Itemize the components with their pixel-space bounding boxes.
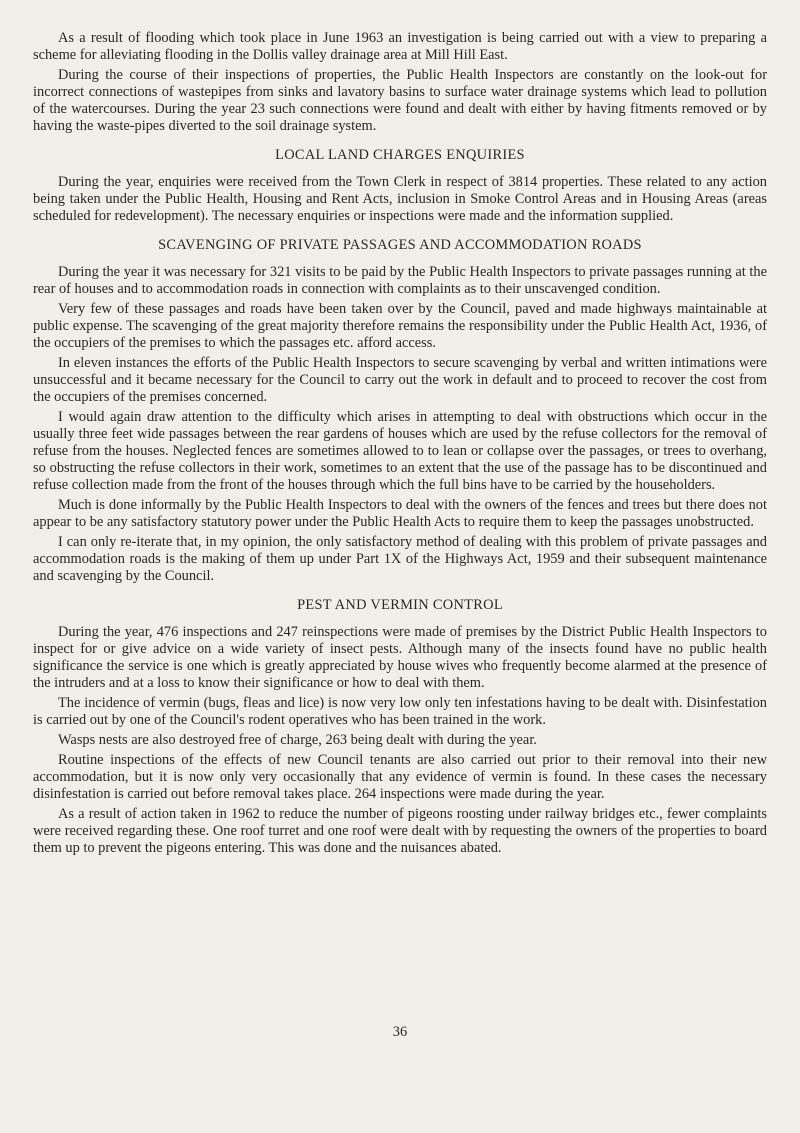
scavenging-section: [33, 237, 767, 585]
body-paragraph: As a result of flooding which took place in June 1963 an investigation is being carried out with a view to preparing a scheme for alleviating flooding in the Dollis valley drainage area at Mill Hill East.: [33, 30, 767, 63]
body-paragraph: The incidence of vermin (bugs, fleas and lice) is now very low only ten infestations having to be dealt with. Disinfestation is carried out by one of the Council's rodent operatives who has been trained in the work.: [33, 695, 767, 728]
body-paragraph: In eleven instances the efforts of the Public Health Inspectors to secure scavenging by verbal and written intimations were unsuccessful and it became necessary for the Council to carry out the work in default and to proceed to recover the cost from the occupiers of the premises concerned.: [33, 355, 767, 405]
body-paragraph: As a result of action taken in 1962 to reduce the number of pigeons roosting under railway bridges etc., fewer complaints were received regarding these. One roof turret and one roof were dealt with by requesting the owners of the properties to board them up to prevent the pigeons entering. This was done and the nuisances abated.: [33, 806, 767, 856]
flooding-section: [33, 30, 767, 135]
body-paragraph: During the course of their inspections of properties, the Public Health Inspectors are constantly on the look-out for incorrect connections of wastepipes from sinks and lavatory basins to surface water drainage systems which lead to pollution of the watercourses. During the year 23 such connections were found and dealt with either by having fitments removed or by having the waste-pipes diverted to the soil drainage system.: [33, 67, 767, 134]
section-heading: PEST AND VERMIN CONTROL: [297, 597, 503, 613]
section-heading: SCAVENGING OF PRIVATE PASSAGES AND ACCOMMODATION ROADS: [158, 237, 642, 253]
body-paragraph: Much is done informally by the Public Health Inspectors to deal with the owners of the fences and trees but there does not appear to be any satisfactory statutory power under the Public Health Acts to require them to keep the passages unobstructed.: [33, 497, 767, 530]
body-paragraph: During the year, 476 inspections and 247 reinspections were made of premises by the District Public Health Inspectors to inspect for or give advice on a wide variety of insect pests. Although many of the insects found have no public health significance the service is one which is greatly appreciated by house wives who frequently become alarmed at the presence of the intruders and at a loss to know their significance or how to deal with them.: [33, 624, 767, 691]
body-paragraph: During the year, enquiries were received from the Town Clerk in respect of 3814 properties. These related to any action being taken under the Public Health, Housing and Rent Acts, inclusion in Smoke Control Areas and in Housing Areas (areas scheduled for redevelopment). The necessary enquiries or inspections were made and the information supplied.: [33, 174, 767, 224]
page-number: 36: [392, 1024, 408, 1040]
body-paragraph: I can only re-iterate that, in my opinion, the only satisfactory method of dealing with this problem of private passages and accommodation roads is the making of them up under Part 1X of the Highways Act, 1959 and their subsequent maintenance and scavenging by the Council.: [33, 534, 767, 584]
body-paragraph: I would again draw attention to the difficulty which arises in attempting to deal with obstructions which occur in the usually three feet wide passages between the rear gardens of houses which are used by the refuse collectors for the removal of refuse from the houses. Neglected fences are sometimes allowed to to lean or collapse over the passages, or trees to overhang, so obstructing the refuse collectors in their work, sometimes to an extent that the use of the passage has to be discontinued and refuse collection made from the front of the houses through which the full bins have to be carried by the householders.: [33, 409, 767, 493]
section-heading: LOCAL LAND CHARGES ENQUIRIES: [275, 147, 525, 163]
body-paragraph: Wasps nests are also destroyed free of charge, 263 being dealt with during the year.: [58, 732, 537, 748]
body-paragraph: During the year it was necessary for 321 visits to be paid by the Public Health Inspectors to private passages running at the rear of houses and to accommodation roads in connection with complaints as to their unscavenged condition.: [33, 264, 767, 297]
body-paragraph: Very few of these passages and roads have been taken over by the Council, paved and made highways maintainable at public expense. The scavenging of the great majority therefore remains the responsibility under the Public Health Act, 1936, of the occupiers of the premises to which the passages etc. afford access.: [33, 301, 767, 351]
land-charges-section: [33, 147, 767, 225]
body-paragraph: Routine inspections of the effects of new Council tenants are also carried out prior to their removal into their new accommodation, but it is now only very occasionally that any evidence of vermin is found. In these cases the necessary disinfestation is carried out before removal takes place. 264 inspections were made during the year.: [33, 752, 767, 802]
pest-control-section: [33, 597, 767, 857]
